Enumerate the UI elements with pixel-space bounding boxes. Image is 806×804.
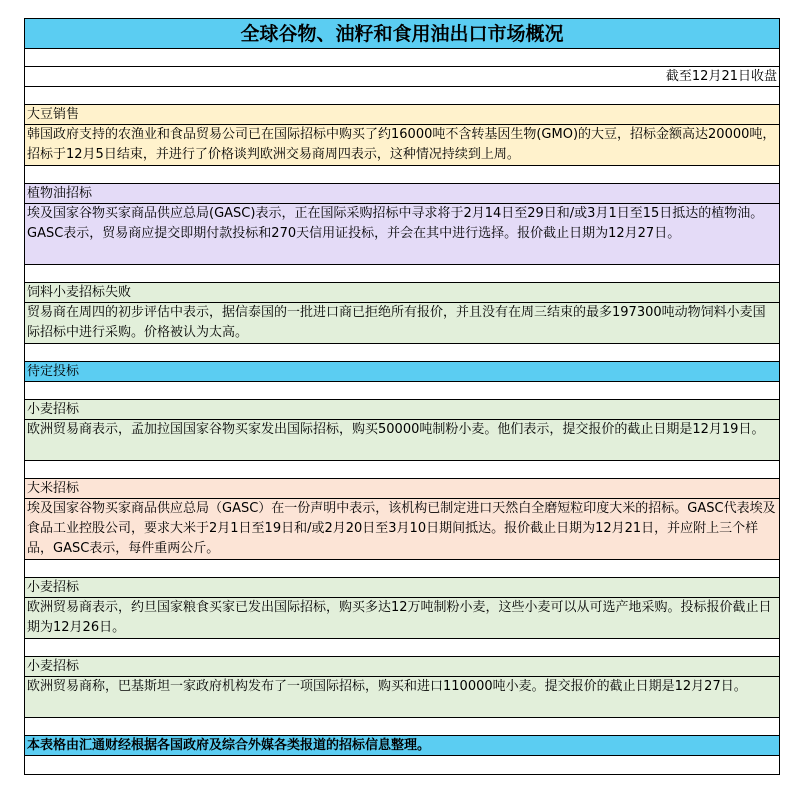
blank-row xyxy=(25,49,779,67)
blank-row xyxy=(25,166,779,184)
section-body-feed-wheat-failed: 贸易商在周四的初步评估中表示，据信泰国的一批进口商已拒绝所有报价，并且没有在周三结束的最多197300吨动物饲料小麦国际招标中进行采购。价格被认为太高。 xyxy=(25,303,779,344)
section-body-soybean-sales: 韩国政府支持的农渔业和食品贸易公司已在国际招标中购买了约16000吨不含转基因生物(GMO)的大豆，招标金额高达20000吨，招标于12月5日结束，并进行了价格谈判欧洲交易商周四表示，这种情况持续到上周。 xyxy=(25,125,779,166)
section-body-wheat-tender-pakistan: 欧洲贸易商称，巴基斯坦一家政府机构发布了一项国际招标，购买和进口110000吨小麦。提交报价的截止日期是12月27日。 xyxy=(25,677,779,718)
blank-row xyxy=(25,560,779,578)
section-body-wheat-tender-jordan: 欧洲贸易商表示，约旦国家粮食买家已发出国际招标，购买多达12万吨制粉小麦，这些小麦可以从可选产地采购。投标报价截止日期为12月26日。 xyxy=(25,598,779,639)
blank-row xyxy=(25,756,779,774)
section-heading-feed-wheat-failed: 饲料小麦招标失败 xyxy=(25,283,779,303)
spreadsheet-table xyxy=(24,18,780,775)
blank-row xyxy=(25,87,779,105)
section-body-rice-tender: 埃及国家谷物买家商品供应总局（GASC）在一份声明中表示，该机构已制定进口天然白全磨短粒印度大米的招标。GASC代表埃及食品工业控股公司，要求大米于2月1日至19日和/或2月20日至3月10日期间抵达。报价截止日期为12月21日，并应附上三个样品，GASC表示，每件重两公斤。 xyxy=(25,499,779,560)
blank-row xyxy=(25,344,779,362)
section-heading-pending-tenders: 待定投标 xyxy=(25,362,779,382)
section-heading-rice-tender: 大米招标 xyxy=(25,479,779,499)
blank-row xyxy=(25,382,779,400)
section-body-wheat-tender-bangladesh: 欧洲贸易商表示，孟加拉国国家谷物买家发出国际招标，购买50000吨制粉小麦。他们表示，提交报价的截止日期是12月19日。 xyxy=(25,420,779,461)
section-heading-wheat-tender-jordan: 小麦招标 xyxy=(25,578,779,598)
blank-row xyxy=(25,639,779,657)
date-note: 截至12月21日收盘 xyxy=(25,67,779,87)
page-title: 全球谷物、油籽和食用油出口市场概况 xyxy=(25,19,779,49)
section-heading-vegetable-oil-tender: 植物油招标 xyxy=(25,184,779,204)
section-heading-wheat-tender-bangladesh: 小麦招标 xyxy=(25,400,779,420)
footer-note: 本表格由汇通财经根据各国政府及综合外媒各类报道的招标信息整理。 xyxy=(25,736,779,756)
blank-row xyxy=(25,461,779,479)
section-heading-soybean-sales: 大豆销售 xyxy=(25,105,779,125)
blank-row xyxy=(25,718,779,736)
section-body-vegetable-oil-tender: 埃及国家谷物买家商品供应总局(GASC)表示，正在国际采购招标中寻求将于2月14日至29日和/或3月1日至15日抵达的植物油。GASC表示，贸易商应提交即期付款投标和270天信用证投标，并会在其中进行选择。报价截止日期为12月27日。 xyxy=(25,204,779,265)
blank-row xyxy=(25,265,779,283)
section-heading-wheat-tender-pakistan: 小麦招标 xyxy=(25,657,779,677)
